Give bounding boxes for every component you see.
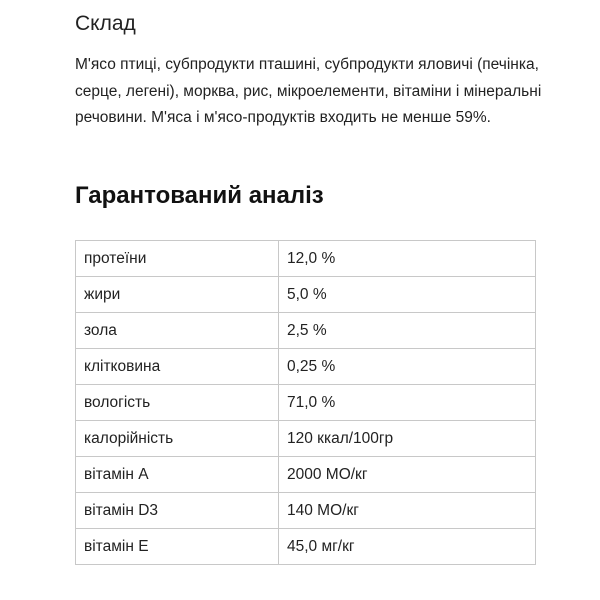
nutrient-value: 71,0 % xyxy=(279,385,536,421)
nutrient-name: клітковина xyxy=(76,349,279,385)
nutrient-name: вітамін Е xyxy=(76,529,279,565)
nutrient-value: 12,0 % xyxy=(279,241,536,277)
table-row xyxy=(76,385,536,421)
nutrient-value: 120 ккал/100гр xyxy=(279,421,536,457)
nutrient-name: калорійність xyxy=(76,421,279,457)
table-row xyxy=(76,457,536,493)
nutrient-value: 2000 МО/кг xyxy=(279,457,536,493)
analysis-table xyxy=(75,240,536,565)
nutrient-name: зола xyxy=(76,313,279,349)
table-row xyxy=(76,277,536,313)
analysis-heading: Гарантований аналіз xyxy=(75,182,324,209)
nutrient-value: 45,0 мг/кг xyxy=(279,529,536,565)
table-row xyxy=(76,349,536,385)
nutrient-name: протеїни xyxy=(76,241,279,277)
nutrient-name: вітамін D3 xyxy=(76,493,279,529)
composition-heading: Склад xyxy=(75,12,136,35)
nutrient-value: 5,0 % xyxy=(279,277,536,313)
nutrient-name: жири xyxy=(76,277,279,313)
nutrient-value: 140 МО/кг xyxy=(279,493,536,529)
table-row xyxy=(76,421,536,457)
nutrient-value: 0,25 % xyxy=(279,349,536,385)
composition-text: М'ясо птиці, субпродукти пташині, субпродукти яловичі (печінка, серце, легені), морква, рис, мікроелементи, вітаміни і мінеральні речовини. М'яса і м'ясо-продуктів входить не менше 59%. xyxy=(75,56,542,127)
table-row xyxy=(76,493,536,529)
table-row xyxy=(76,529,536,565)
table-row xyxy=(76,313,536,349)
nutrient-value: 2,5 % xyxy=(279,313,536,349)
nutrient-name: вологість xyxy=(76,385,279,421)
table-row xyxy=(76,241,536,277)
nutrient-name: вітамін А xyxy=(76,457,279,493)
